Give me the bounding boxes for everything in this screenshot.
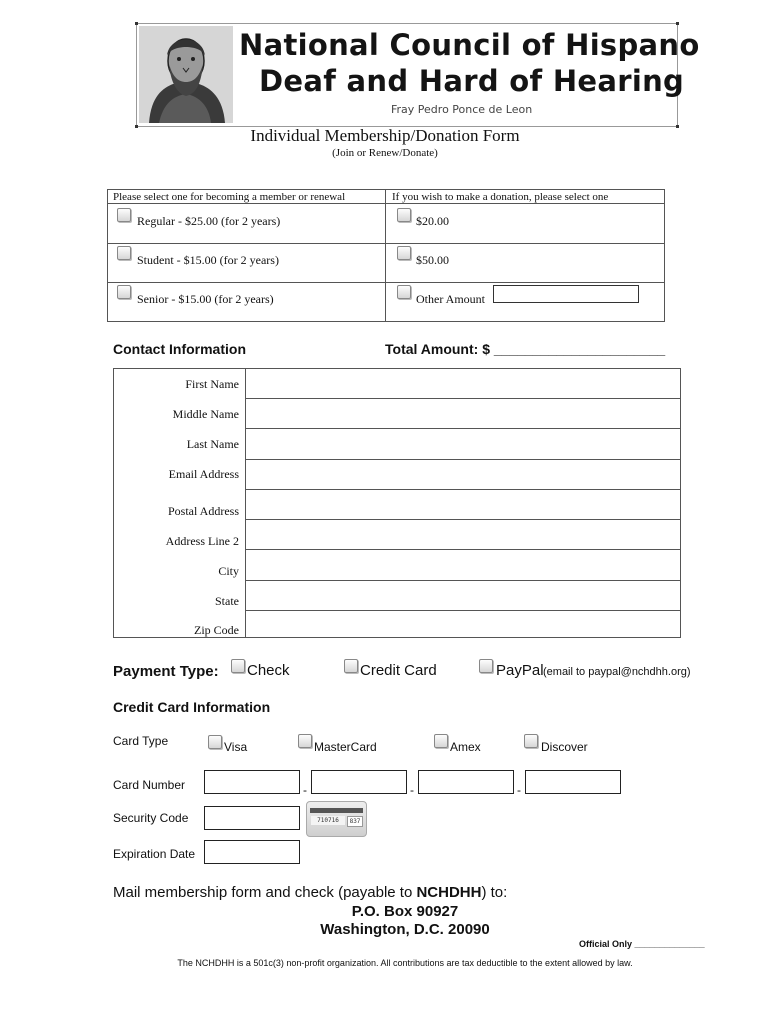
- total-amount: Total Amount: $ ______________________: [385, 341, 666, 357]
- state-label: State: [215, 594, 239, 608]
- address-line2-label: Address Line 2: [165, 534, 239, 548]
- postal-address-label: Postal Address: [167, 504, 239, 518]
- payment-type-label: Payment Type:: [113, 663, 219, 680]
- email-input[interactable]: [246, 460, 680, 489]
- zip-label: Zip Code: [194, 623, 239, 637]
- paypal-label: PayPal: [496, 662, 544, 679]
- card-number-part2[interactable]: [311, 770, 407, 794]
- org-name-line1: National Council of Hispano: [239, 28, 700, 62]
- check-label: Check: [247, 662, 290, 679]
- form-title: Individual Membership/Donation Form: [250, 126, 520, 145]
- state-input[interactable]: [246, 581, 680, 610]
- credit-card-checkbox[interactable]: [344, 659, 358, 673]
- address-line2-input[interactable]: [246, 520, 680, 549]
- mail-instruction: Mail membership form and check (payable to NCHDHH) to:: [113, 884, 508, 901]
- logo-banner: [136, 23, 700, 127]
- card-type-label: Card Type: [113, 734, 169, 748]
- student-option-label: Student - $15.00 (for 2 years): [137, 253, 279, 267]
- donation-20-label: $20.00: [416, 214, 449, 228]
- form-subtitle: (Join or Renew/Donate): [332, 147, 438, 159]
- membership-table: [107, 189, 665, 322]
- donation-other-label: Other Amount: [416, 292, 485, 306]
- card-number-label: Card Number: [113, 778, 186, 792]
- credit-card-label: Credit Card: [360, 662, 437, 679]
- card-number-dash: -: [410, 783, 414, 797]
- expiration-date-label: Expiration Date: [113, 847, 196, 861]
- postal-address-input[interactable]: [246, 490, 680, 519]
- city-label: City: [218, 564, 239, 578]
- paypal-checkbox[interactable]: [479, 659, 493, 673]
- mastercard-checkbox[interactable]: [298, 734, 312, 748]
- expiration-date-input[interactable]: [204, 840, 300, 864]
- security-code-label: Security Code: [113, 811, 189, 825]
- regular-option-label: Regular - $25.00 (for 2 years): [137, 214, 281, 228]
- amex-checkbox[interactable]: [434, 734, 448, 748]
- org-subtitle: Fray Pedro Ponce de Leon: [391, 103, 533, 116]
- other-amount-input[interactable]: [493, 285, 639, 303]
- zip-input[interactable]: [246, 611, 680, 637]
- security-code-input[interactable]: [204, 806, 300, 830]
- footer-note: The NCHDHH is a 501c(3) non-profit organization. All contributions are tax deductible to the extent allowed by law.: [177, 958, 633, 968]
- visa-checkbox[interactable]: [208, 735, 222, 749]
- donation-header: If you wish to make a donation, please select one: [392, 191, 609, 203]
- last-name-label: Last Name: [186, 437, 239, 451]
- card-number-dash: -: [517, 783, 521, 797]
- first-name-input[interactable]: [246, 369, 680, 398]
- last-name-input[interactable]: [246, 429, 680, 459]
- discover-checkbox[interactable]: [524, 734, 538, 748]
- first-name-label: First Name: [185, 377, 239, 391]
- mail-city: Washington, D.C. 20090: [320, 921, 490, 938]
- amex-label: Amex: [450, 740, 481, 754]
- official-only: Official Only ______________: [579, 939, 705, 949]
- visa-label: Visa: [224, 740, 248, 754]
- card-number-part1[interactable]: [204, 770, 300, 794]
- student-checkbox[interactable]: [117, 246, 131, 260]
- regular-checkbox[interactable]: [117, 208, 131, 222]
- po-box: P.O. Box 90927: [351, 903, 459, 920]
- middle-name-input[interactable]: [246, 399, 680, 428]
- portrait-image: [139, 26, 233, 123]
- credit-card-heading: Credit Card Information: [113, 699, 271, 715]
- mastercard-label: MasterCard: [314, 740, 377, 754]
- senior-checkbox[interactable]: [117, 285, 131, 299]
- card-number-part3[interactable]: [418, 770, 514, 794]
- donation-50-label: $50.00: [416, 253, 449, 267]
- email-label: Email Address: [168, 467, 239, 481]
- card-number-dash: -: [303, 783, 307, 797]
- security-code-card-image: [306, 801, 367, 837]
- org-name-line2: Deaf and Hard of Hearing: [259, 64, 685, 98]
- senior-option-label: Senior - $15.00 (for 2 years): [137, 292, 274, 306]
- middle-name-label: Middle Name: [172, 407, 239, 421]
- donation-other-checkbox[interactable]: [397, 285, 411, 299]
- card-image-number: 710716: [311, 816, 345, 825]
- paypal-note: (email to paypal@nchdhh.org): [543, 666, 691, 678]
- donation-20-checkbox[interactable]: [397, 208, 411, 222]
- contact-table: [113, 368, 681, 638]
- donation-50-checkbox[interactable]: [397, 246, 411, 260]
- city-input[interactable]: [246, 550, 680, 580]
- discover-label: Discover: [541, 740, 588, 754]
- card-number-part4[interactable]: [525, 770, 621, 794]
- contact-heading: Contact Information: [113, 341, 246, 357]
- check-checkbox[interactable]: [231, 659, 245, 673]
- card-image-cvv: 837: [347, 816, 363, 827]
- membership-header: Please select one for becoming a member or renewal: [113, 191, 346, 203]
